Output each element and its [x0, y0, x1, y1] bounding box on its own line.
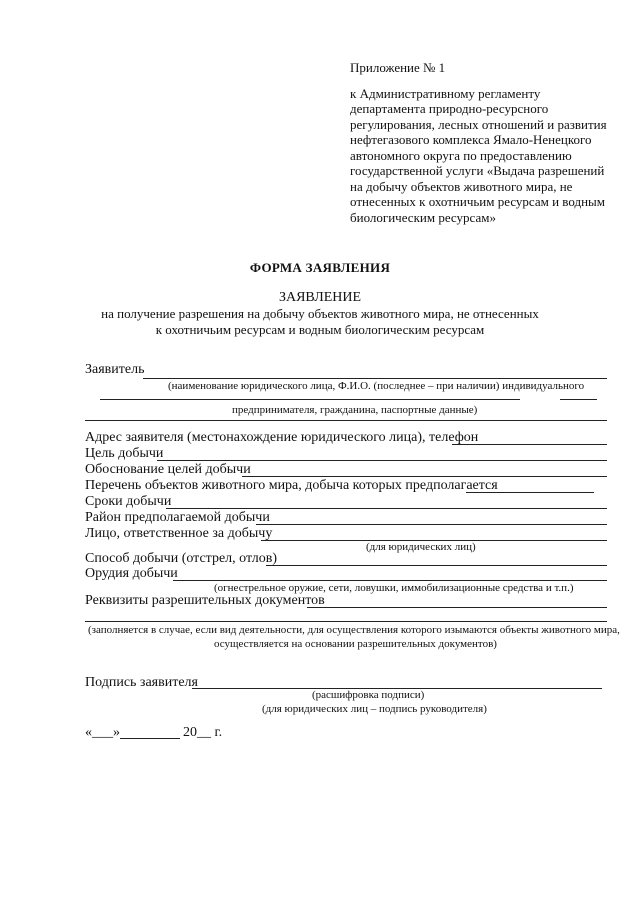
address-label: Адрес заявителя (местонахождение юридического лица), телефон	[85, 430, 479, 445]
appendix-line: департамента природно-ресурсного	[350, 101, 549, 116]
permits-hint-2: осуществляется на основании разрешительных документов)	[214, 638, 497, 650]
appendix-title: Приложение № 1	[350, 60, 446, 75]
objects-field[interactable]	[466, 492, 594, 493]
appendix-line: на добычу объектов животного мира, не	[350, 178, 573, 194]
signature-hint-1: (расшифровка подписи)	[312, 689, 425, 701]
purpose-label: Цель добычи	[85, 446, 164, 461]
permits-label: Реквизиты разрешительных документов	[85, 593, 325, 608]
form-title: ФОРМА ЗАЯВЛЕНИЯ	[249, 260, 391, 275]
appendix-line: регулирования, лесных отношений и развития	[350, 116, 607, 132]
objects-label: Перечень объектов животного мира, добыча которых предполагается	[85, 478, 498, 493]
terms-label: Сроки добычи	[85, 494, 172, 509]
address-field[interactable]	[452, 444, 607, 445]
appendix-block	[350, 60, 620, 225]
terms-field[interactable]	[166, 508, 607, 509]
purpose-field[interactable]	[157, 460, 607, 461]
tools-label: Орудия добычи	[85, 566, 178, 581]
justification-label: Обоснование целей добычи	[85, 462, 251, 477]
area-label: Район предполагаемой добычи	[85, 510, 270, 525]
area-field[interactable]	[256, 524, 607, 525]
statement-heading: ЗАЯВЛЕНИЕ	[278, 290, 362, 305]
statement-subtitle-1: на получение разрешения на добычу объектов животного мира, не отнесенных	[101, 306, 539, 321]
applicant-hint-2: предпринимателя, гражданина, паспортные данные)	[232, 404, 478, 416]
tools-hint: (огнестрельное оружие, сети, ловушки, иммобилизационные средства и т.п.)	[214, 582, 574, 594]
date-month-field[interactable]	[120, 738, 180, 739]
appendix-line: к Административному регламенту	[350, 85, 541, 101]
permits-hint-1: (заполняется в случае, если вид деятельности, для осуществления которого изымаются объекты животного мира,	[88, 624, 620, 636]
applicant-field-4[interactable]	[85, 420, 607, 421]
statement-subtitle-2: к охотничьим ресурсам и водным биологическим ресурсам	[155, 322, 485, 337]
permits-field[interactable]	[307, 607, 607, 608]
method-label: Способ добычи (отстрел, отлов)	[85, 551, 278, 566]
justification-field[interactable]	[242, 476, 607, 477]
responsible-hint: (для юридических лиц)	[366, 541, 476, 553]
responsible-label: Лицо, ответственное за добычу	[85, 526, 273, 541]
date-day: «___»	[85, 725, 120, 740]
appendix-line: государственной услуги «Выдача разрешений	[350, 163, 605, 178]
appendix-line: отнесенных к охотничьим ресурсам и водным	[350, 194, 606, 209]
tools-field[interactable]	[173, 580, 607, 581]
applicant-hint-1: (наименование юридического лица, Ф.И.О. (последнее – при наличии) индивидуального	[168, 380, 585, 392]
applicant-field-3[interactable]	[560, 399, 597, 400]
signature-hint-2: (для юридических лиц – подпись руководителя)	[262, 703, 487, 715]
applicant-field-2[interactable]	[100, 399, 520, 400]
appendix-line: нефтегазового комплекса Ямало-Ненецкого	[350, 132, 592, 147]
date-year: 20__ г.	[183, 725, 223, 740]
appendix-line: автономного округа по предоставлению	[350, 147, 572, 163]
method-field[interactable]	[266, 565, 607, 566]
permits-field-2[interactable]	[85, 621, 607, 622]
appendix-line: биологическим ресурсам»	[350, 209, 496, 225]
signature-label: Подпись заявителя	[85, 675, 198, 690]
applicant-field[interactable]	[143, 378, 607, 379]
applicant-label: Заявитель	[85, 362, 145, 377]
